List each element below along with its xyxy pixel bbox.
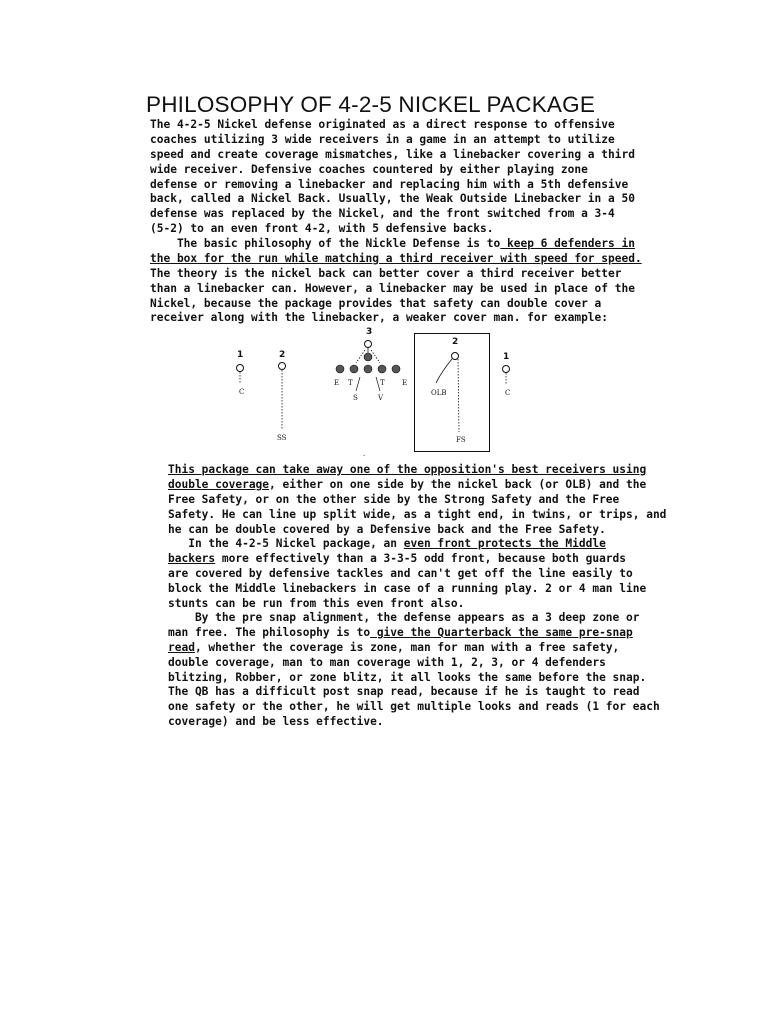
offense-player-icon (364, 353, 372, 361)
text-line: speed and create coverage mismatches, like a linebacker covering a third (150, 147, 635, 161)
receiver-icon (503, 366, 510, 373)
text-line: blitzing, Robber, or zone blitz, it all looks the same before the snap. (168, 670, 647, 684)
offense-player-icon (364, 365, 372, 373)
underlined-text: keep 6 defenders in (500, 237, 635, 250)
text-line: block the Middle linebackers in case of a running play. 2 or 4 man line (168, 581, 647, 595)
paragraph-basic-philosophy (150, 237, 642, 326)
text-line: Nickel, because the package provides that safety can double cover a (150, 296, 602, 310)
receiver-icon (365, 341, 372, 348)
receiver-number: 1 (503, 352, 510, 362)
text-run: , either on one side by the nickel back (or OLB) and the (269, 477, 647, 491)
text-run: man free. The philosophy is to (168, 625, 371, 639)
underlined-text: double coverage (168, 477, 270, 491)
text-line: coverage) and be less effective. (168, 715, 384, 729)
defense-label: E (402, 379, 408, 387)
receiver-number: 3 (366, 327, 373, 337)
receiver-icon (452, 353, 459, 360)
defense-label: E (334, 379, 340, 387)
offense-player-icon (336, 365, 344, 373)
text-line: than a linebacker can. However, a linebacker may be used in place of the (150, 281, 635, 295)
text-run: In the 4-2-5 Nickel package, an (168, 537, 404, 550)
defense-label: V (378, 394, 384, 402)
offense-player-icon (392, 365, 400, 373)
text-line (168, 641, 660, 656)
route-line (436, 359, 452, 383)
text-line (150, 237, 642, 252)
text-line: double coverage, man to man coverage with 1, 2, 3, or 4 defenders (168, 655, 606, 669)
corner-label: C (505, 389, 511, 397)
receiver-number: 1 (237, 350, 244, 360)
receiver-number: 2 (452, 337, 459, 347)
text-line: (5-2) to an even front 4-2, with 5 defensive backs. (150, 222, 494, 236)
text-line: defense or removing a linebacker and replacing him with a 5th defensive (150, 177, 629, 191)
text-line: one safety or the other, he will get multiple looks and reads (1 for each (168, 700, 660, 714)
paragraph-pre-snap (168, 611, 660, 730)
formation-diagram (220, 325, 530, 460)
defense-label: S (353, 394, 358, 402)
text-line: are covered by defensive tackles and can't get off the line easily to (168, 566, 633, 580)
route-line (356, 377, 360, 391)
offense-player-icon (378, 365, 386, 373)
text-line: defense was replaced by the Nickel, and the front switched from a 3-4 (150, 207, 615, 221)
text-line: The 4-2-5 Nickel defense originated as a direct response to offensive (150, 118, 615, 131)
underlined-text: This package can take away one of the opposition's best receivers using (168, 463, 647, 476)
text-line: stunts can be run from this even front also. (168, 596, 465, 610)
safety-label: FS (456, 436, 466, 444)
text-run: The basic philosophy of the Nickle Defense is to (150, 237, 501, 250)
text-line: he can be double covered by a Defensive back and the Free Safety. (168, 522, 606, 536)
route-line (356, 350, 365, 363)
receiver-number: 2 (279, 350, 286, 360)
text-line: The QB has a difficult post snap read, because if he is taught to read (168, 685, 640, 699)
text-line: By the pre snap alignment, the defense appears as a 3 deep zone or (168, 611, 640, 624)
text-line: back, called a Nickel Back. Usually, the Weak Outside Linebacker in a 50 (150, 192, 635, 206)
underlined-text: even front protects the Middle (403, 537, 606, 550)
text-line (168, 626, 660, 641)
marker: . (363, 450, 366, 458)
paragraph-double-coverage (168, 463, 666, 537)
offense-player-icon (350, 365, 358, 373)
highlight-box (415, 334, 490, 452)
text-line: The theory is the nickel back can better cover a third receiver better (150, 266, 622, 280)
text-line: Free Safety, or on the other side by the Strong Safety and the Free (168, 492, 620, 506)
safety-label: SS (277, 434, 287, 442)
text-run: , whether the coverage is zone, man for man with a free safety, (194, 640, 620, 654)
text-line: Safety. He can line up split wide, as a tight end, in twins, or trips, and (168, 507, 667, 521)
underlined-text: give the Quarterback the same pre-snap (370, 625, 633, 639)
text-line: receiver along with the linebacker, a weaker cover man. for example: (150, 311, 609, 325)
receiver-icon (279, 363, 286, 370)
receiver-icon (237, 365, 244, 372)
underlined-text: read (168, 640, 195, 654)
text-line: wide receiver. Defensive coaches countered by either playing zone (150, 162, 588, 176)
text-line: coaches utilizing 3 wide receivers in a game in an attempt to utilize (150, 132, 615, 146)
text-line (168, 552, 646, 567)
linebacker-label: OLB (431, 389, 447, 397)
route-line (458, 359, 459, 432)
text-line (168, 537, 646, 552)
corner-label: C (239, 388, 245, 396)
paragraph-origin (150, 118, 635, 237)
text-line (168, 478, 666, 493)
defense-label: T (380, 379, 385, 387)
underlined-text: backers (168, 551, 216, 565)
route-line (371, 350, 380, 363)
defense-label: T (348, 379, 353, 387)
underlined-text: the box for the run while matching a third receiver with speed for speed. (150, 251, 642, 265)
page-title: PHILOSOPHY OF 4-2-5 NICKEL PACKAGE (146, 92, 596, 117)
paragraph-even-front (168, 537, 646, 611)
text-run: more effectively than a 3-3-5 odd front, because both guards (215, 551, 627, 565)
